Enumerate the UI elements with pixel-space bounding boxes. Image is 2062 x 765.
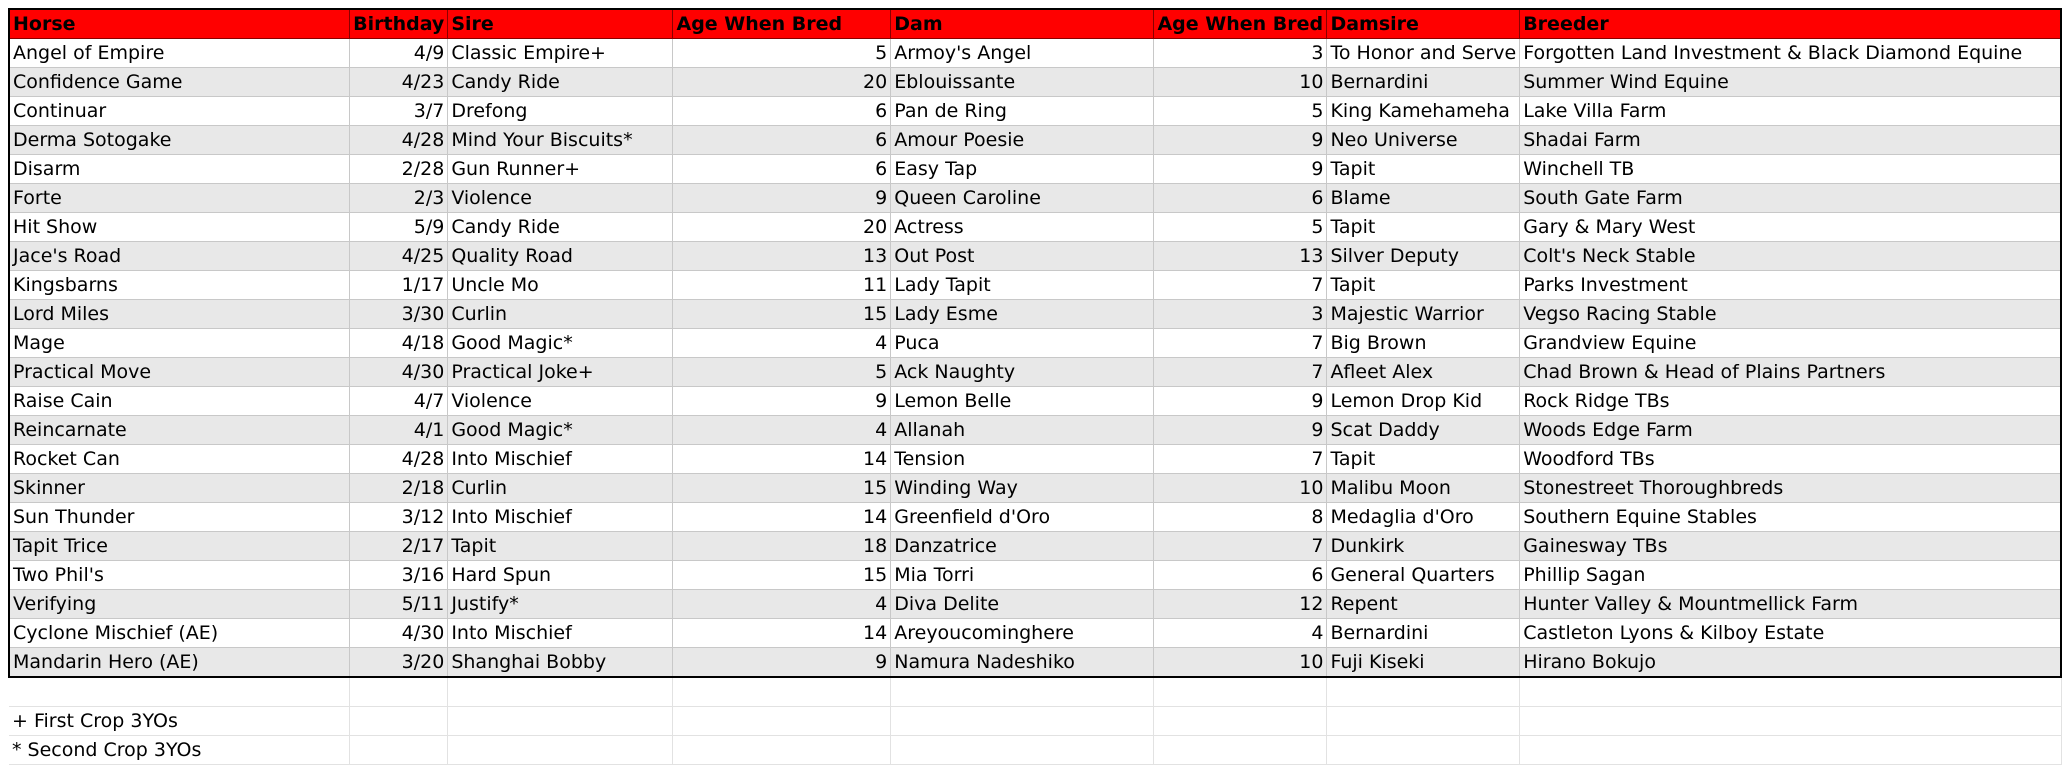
cell-damsire[interactable]: Dunkirk xyxy=(1327,532,1520,561)
cell-breeder[interactable]: Phillip Sagan xyxy=(1520,561,2061,590)
cell-damsire[interactable]: Blame xyxy=(1327,184,1520,213)
cell-damsire[interactable]: Tapit xyxy=(1327,445,1520,474)
cell-damsire[interactable]: General Quarters xyxy=(1327,561,1520,590)
cell-sire-age[interactable]: 15 xyxy=(673,300,891,329)
cell-sire-age[interactable]: 13 xyxy=(673,242,891,271)
cell-birthday[interactable]: 3/30 xyxy=(350,300,448,329)
cell-damsire[interactable]: Bernardini xyxy=(1327,68,1520,97)
cell-sire-age[interactable]: 4 xyxy=(673,416,891,445)
cell-damsire[interactable]: Scat Daddy xyxy=(1327,416,1520,445)
cell-horse[interactable]: Continuar xyxy=(9,97,350,126)
cell-horse[interactable]: Verifying xyxy=(9,590,350,619)
cell-dam[interactable]: Tension xyxy=(891,445,1154,474)
cell-dam[interactable]: Out Post xyxy=(891,242,1154,271)
cell-horse[interactable]: Hit Show xyxy=(9,213,350,242)
cell-sire-age[interactable]: 15 xyxy=(673,474,891,503)
cell-damsire[interactable]: To Honor and Serve xyxy=(1327,39,1520,68)
cell-horse[interactable]: Sun Thunder xyxy=(9,503,350,532)
table-row xyxy=(9,271,2061,300)
cell-breeder[interactable]: Shadai Farm xyxy=(1520,126,2061,155)
cell-dam-age[interactable]: 10 xyxy=(1154,68,1327,97)
cell-horse[interactable]: Rocket Can xyxy=(9,445,350,474)
cell-sire[interactable]: Into Mischief xyxy=(448,619,673,648)
cell-breeder[interactable]: Forgotten Land Investment & Black Diamond Equine xyxy=(1520,39,2061,68)
cell-damsire[interactable]: Tapit xyxy=(1327,271,1520,300)
table-body xyxy=(9,9,2061,765)
table-row xyxy=(9,300,2061,329)
cell-dam[interactable]: Pan de Ring xyxy=(891,97,1154,126)
cell-dam-age[interactable]: 7 xyxy=(1154,532,1327,561)
cell-birthday[interactable]: 1/17 xyxy=(350,271,448,300)
cell-birthday[interactable]: 4/9 xyxy=(350,39,448,68)
cell-dam-age[interactable]: 9 xyxy=(1154,416,1327,445)
cell-sire[interactable]: Candy Ride xyxy=(448,213,673,242)
note-first-crop[interactable]: + First Crop 3YOs xyxy=(9,707,350,736)
cell-dam-age[interactable]: 9 xyxy=(1154,155,1327,184)
cell-sire-age[interactable]: 9 xyxy=(673,648,891,678)
cell-birthday[interactable]: 4/18 xyxy=(350,329,448,358)
header-cell-dam-age[interactable]: Age When Bred xyxy=(1154,9,1327,39)
cell-damsire[interactable]: Malibu Moon xyxy=(1327,474,1520,503)
table-row xyxy=(9,39,2061,68)
cell-breeder[interactable]: Parks Investment xyxy=(1520,271,2061,300)
cell-sire-age[interactable]: 20 xyxy=(673,213,891,242)
cell-breeder[interactable]: Vegso Racing Stable xyxy=(1520,300,2061,329)
cell-sire[interactable]: Into Mischief xyxy=(448,445,673,474)
cell-sire-age[interactable]: 14 xyxy=(673,503,891,532)
header-cell-birthday[interactable]: Birthday xyxy=(350,9,448,39)
empty-cell[interactable] xyxy=(673,707,891,736)
cell-sire[interactable]: Curlin xyxy=(448,300,673,329)
cell-horse[interactable]: Mandarin Hero (AE) xyxy=(9,648,350,678)
note-row xyxy=(9,736,2061,765)
cell-dam-age[interactable]: 7 xyxy=(1154,329,1327,358)
cell-breeder[interactable]: Winchell TB xyxy=(1520,155,2061,184)
cell-birthday[interactable]: 2/18 xyxy=(350,474,448,503)
cell-horse[interactable]: Tapit Trice xyxy=(9,532,350,561)
cell-dam-age[interactable]: 7 xyxy=(1154,271,1327,300)
cell-dam-age[interactable]: 12 xyxy=(1154,590,1327,619)
cell-horse[interactable]: Lord Miles xyxy=(9,300,350,329)
cell-dam-age[interactable]: 8 xyxy=(1154,503,1327,532)
cell-dam-age[interactable]: 10 xyxy=(1154,474,1327,503)
table-row xyxy=(9,155,2061,184)
cell-horse[interactable]: Cyclone Mischief (AE) xyxy=(9,619,350,648)
cell-damsire[interactable]: Bernardini xyxy=(1327,619,1520,648)
table-row xyxy=(9,184,2061,213)
cell-dam[interactable]: Diva Delite xyxy=(891,590,1154,619)
cell-damsire[interactable]: Tapit xyxy=(1327,155,1520,184)
cell-birthday[interactable]: 4/28 xyxy=(350,126,448,155)
cell-breeder[interactable]: Castleton Lyons & Kilboy Estate xyxy=(1520,619,2061,648)
empty-cell[interactable] xyxy=(1327,736,1520,765)
cell-damsire[interactable]: King Kamehameha xyxy=(1327,97,1520,126)
cell-horse[interactable]: Reincarnate xyxy=(9,416,350,445)
cell-sire[interactable]: Curlin xyxy=(448,474,673,503)
cell-sire[interactable]: Practical Joke+ xyxy=(448,358,673,387)
empty-cell[interactable] xyxy=(9,677,350,707)
cell-sire[interactable]: Hard Spun xyxy=(448,561,673,590)
cell-breeder[interactable]: Woodford TBs xyxy=(1520,445,2061,474)
cell-dam[interactable]: Areyoucominghere xyxy=(891,619,1154,648)
cell-dam-age[interactable]: 3 xyxy=(1154,39,1327,68)
cell-dam[interactable]: Greenfield d'Oro xyxy=(891,503,1154,532)
cell-sire[interactable]: Uncle Mo xyxy=(448,271,673,300)
empty-cell[interactable] xyxy=(1520,707,2061,736)
empty-cell[interactable] xyxy=(673,736,891,765)
cell-breeder[interactable]: Woods Edge Farm xyxy=(1520,416,2061,445)
table-row xyxy=(9,358,2061,387)
cell-sire-age[interactable]: 15 xyxy=(673,561,891,590)
cell-sire[interactable]: Drefong xyxy=(448,97,673,126)
cell-breeder[interactable]: Hirano Bokujo xyxy=(1520,648,2061,678)
cell-horse[interactable]: Practical Move xyxy=(9,358,350,387)
cell-sire-age[interactable]: 4 xyxy=(673,329,891,358)
cell-horse[interactable]: Confidence Game xyxy=(9,68,350,97)
empty-cell[interactable] xyxy=(350,677,448,707)
cell-dam-age[interactable]: 9 xyxy=(1154,126,1327,155)
empty-cell[interactable] xyxy=(350,736,448,765)
cell-dam[interactable]: Armoy's Angel xyxy=(891,39,1154,68)
empty-cell[interactable] xyxy=(1520,677,2061,707)
empty-cell[interactable] xyxy=(1154,677,1327,707)
cell-sire-age[interactable]: 11 xyxy=(673,271,891,300)
cell-birthday[interactable]: 4/7 xyxy=(350,387,448,416)
cell-breeder[interactable]: Gary & Mary West xyxy=(1520,213,2061,242)
cell-birthday[interactable]: 3/7 xyxy=(350,97,448,126)
empty-row xyxy=(9,677,2061,707)
cell-birthday[interactable]: 3/16 xyxy=(350,561,448,590)
table-row xyxy=(9,561,2061,590)
empty-cell[interactable] xyxy=(891,736,1154,765)
cell-dam-age[interactable]: 5 xyxy=(1154,97,1327,126)
cell-dam[interactable]: Easy Tap xyxy=(891,155,1154,184)
table-row xyxy=(9,532,2061,561)
cell-sire[interactable]: Into Mischief xyxy=(448,503,673,532)
header-cell-breeder[interactable]: Breeder xyxy=(1520,9,2061,39)
table-row xyxy=(9,97,2061,126)
cell-dam-age[interactable]: 7 xyxy=(1154,358,1327,387)
cell-birthday[interactable]: 4/25 xyxy=(350,242,448,271)
note-row xyxy=(9,707,2061,736)
cell-horse[interactable]: Mage xyxy=(9,329,350,358)
cell-birthday[interactable]: 4/1 xyxy=(350,416,448,445)
empty-cell[interactable] xyxy=(891,677,1154,707)
empty-cell[interactable] xyxy=(1154,736,1327,765)
table-row xyxy=(9,619,2061,648)
cell-birthday[interactable]: 3/20 xyxy=(350,648,448,678)
cell-damsire[interactable]: Neo Universe xyxy=(1327,126,1520,155)
cell-sire[interactable]: Tapit xyxy=(448,532,673,561)
cell-birthday[interactable]: 2/28 xyxy=(350,155,448,184)
cell-horse[interactable]: Two Phil's xyxy=(9,561,350,590)
empty-cell[interactable] xyxy=(891,707,1154,736)
cell-damsire[interactable]: Majestic Warrior xyxy=(1327,300,1520,329)
cell-dam[interactable]: Winding Way xyxy=(891,474,1154,503)
cell-breeder[interactable]: Stonestreet Thoroughbreds xyxy=(1520,474,2061,503)
header-cell-damsire[interactable]: Damsire xyxy=(1327,9,1520,39)
table-row xyxy=(9,68,2061,97)
cell-sire-age[interactable]: 14 xyxy=(673,445,891,474)
empty-cell[interactable] xyxy=(350,707,448,736)
cell-dam-age[interactable]: 6 xyxy=(1154,561,1327,590)
cell-sire[interactable]: Shanghai Bobby xyxy=(448,648,673,678)
cell-breeder[interactable]: Southern Equine Stables xyxy=(1520,503,2061,532)
cell-breeder[interactable]: Chad Brown & Head of Plains Partners xyxy=(1520,358,2061,387)
empty-cell[interactable] xyxy=(1327,677,1520,707)
cell-birthday[interactable]: 2/3 xyxy=(350,184,448,213)
cell-birthday[interactable]: 3/12 xyxy=(350,503,448,532)
cell-dam[interactable]: Namura Nadeshiko xyxy=(891,648,1154,678)
empty-cell[interactable] xyxy=(1520,736,2061,765)
cell-dam-age[interactable]: 9 xyxy=(1154,387,1327,416)
cell-dam[interactable]: Puca xyxy=(891,329,1154,358)
cell-sire-age[interactable]: 5 xyxy=(673,358,891,387)
cell-horse[interactable]: Skinner xyxy=(9,474,350,503)
cell-dam[interactable]: Ack Naughty xyxy=(891,358,1154,387)
cell-sire-age[interactable]: 14 xyxy=(673,619,891,648)
table-row xyxy=(9,329,2061,358)
cell-damsire[interactable]: Afleet Alex xyxy=(1327,358,1520,387)
empty-cell[interactable] xyxy=(448,736,673,765)
table-row xyxy=(9,648,2061,678)
cell-breeder[interactable]: Rock Ridge TBs xyxy=(1520,387,2061,416)
cell-birthday[interactable]: 4/30 xyxy=(350,358,448,387)
cell-sire-age[interactable]: 6 xyxy=(673,97,891,126)
cell-sire[interactable]: Violence xyxy=(448,184,673,213)
cell-dam[interactable]: Lemon Belle xyxy=(891,387,1154,416)
cell-horse[interactable]: Raise Cain xyxy=(9,387,350,416)
cell-breeder[interactable]: Hunter Valley & Mountmellick Farm xyxy=(1520,590,2061,619)
cell-dam[interactable]: Lady Esme xyxy=(891,300,1154,329)
cell-sire[interactable]: Candy Ride xyxy=(448,68,673,97)
cell-sire[interactable]: Quality Road xyxy=(448,242,673,271)
spreadsheet xyxy=(8,8,2062,765)
header-cell-sire[interactable]: Sire xyxy=(448,9,673,39)
cell-dam-age[interactable]: 7 xyxy=(1154,445,1327,474)
cell-sire[interactable]: Violence xyxy=(448,387,673,416)
cell-breeder[interactable]: Gainesway TBs xyxy=(1520,532,2061,561)
table-row xyxy=(9,213,2061,242)
cell-horse[interactable]: Kingsbarns xyxy=(9,271,350,300)
empty-cell[interactable] xyxy=(1327,707,1520,736)
empty-cell[interactable] xyxy=(448,677,673,707)
cell-sire[interactable]: Gun Runner+ xyxy=(448,155,673,184)
cell-sire-age[interactable]: 4 xyxy=(673,590,891,619)
cell-sire-age[interactable]: 6 xyxy=(673,126,891,155)
cell-sire[interactable]: Good Magic* xyxy=(448,416,673,445)
cell-breeder[interactable]: Summer Wind Equine xyxy=(1520,68,2061,97)
cell-dam-age[interactable]: 5 xyxy=(1154,213,1327,242)
cell-dam[interactable]: Mia Torri xyxy=(891,561,1154,590)
cell-birthday[interactable]: 4/30 xyxy=(350,619,448,648)
cell-birthday[interactable]: 5/9 xyxy=(350,213,448,242)
cell-birthday[interactable]: 4/28 xyxy=(350,445,448,474)
header-cell-dam[interactable]: Dam xyxy=(891,9,1154,39)
cell-horse[interactable]: Forte xyxy=(9,184,350,213)
cell-sire-age[interactable]: 5 xyxy=(673,39,891,68)
cell-damsire[interactable]: Lemon Drop Kid xyxy=(1327,387,1520,416)
cell-damsire[interactable]: Repent xyxy=(1327,590,1520,619)
cell-sire-age[interactable]: 9 xyxy=(673,184,891,213)
cell-breeder[interactable]: Lake Villa Farm xyxy=(1520,97,2061,126)
cell-sire[interactable]: Justify* xyxy=(448,590,673,619)
table-row xyxy=(9,387,2061,416)
cell-dam[interactable]: Eblouissante xyxy=(891,68,1154,97)
note-second-crop[interactable]: * Second Crop 3YOs xyxy=(9,736,350,765)
cell-sire-age[interactable]: 6 xyxy=(673,155,891,184)
cell-sire-age[interactable]: 18 xyxy=(673,532,891,561)
empty-cell[interactable] xyxy=(673,677,891,707)
cell-dam-age[interactable]: 3 xyxy=(1154,300,1327,329)
cell-horse[interactable]: Disarm xyxy=(9,155,350,184)
table-row xyxy=(9,474,2061,503)
cell-horse[interactable]: Jace's Road xyxy=(9,242,350,271)
cell-dam[interactable]: Lady Tapit xyxy=(891,271,1154,300)
cell-damsire[interactable]: Fuji Kiseki xyxy=(1327,648,1520,678)
header-row xyxy=(9,9,2061,39)
horse-table xyxy=(8,8,2062,765)
cell-dam-age[interactable]: 4 xyxy=(1154,619,1327,648)
table-row xyxy=(9,242,2061,271)
cell-dam[interactable]: Allanah xyxy=(891,416,1154,445)
cell-dam-age[interactable]: 10 xyxy=(1154,648,1327,678)
cell-damsire[interactable]: Medaglia d'Oro xyxy=(1327,503,1520,532)
cell-dam-age[interactable]: 13 xyxy=(1154,242,1327,271)
table-row xyxy=(9,126,2061,155)
cell-breeder[interactable]: Colt's Neck Stable xyxy=(1520,242,2061,271)
cell-damsire[interactable]: Big Brown xyxy=(1327,329,1520,358)
cell-breeder[interactable]: South Gate Farm xyxy=(1520,184,2061,213)
cell-birthday[interactable]: 5/11 xyxy=(350,590,448,619)
cell-damsire[interactable]: Silver Deputy xyxy=(1327,242,1520,271)
cell-sire-age[interactable]: 9 xyxy=(673,387,891,416)
empty-cell[interactable] xyxy=(448,707,673,736)
empty-cell[interactable] xyxy=(1154,707,1327,736)
cell-horse[interactable]: Angel of Empire xyxy=(9,39,350,68)
cell-dam[interactable]: Actress xyxy=(891,213,1154,242)
cell-sire[interactable]: Mind Your Biscuits* xyxy=(448,126,673,155)
header-cell-horse[interactable]: Horse xyxy=(9,9,350,39)
cell-sire-age[interactable]: 20 xyxy=(673,68,891,97)
table-row xyxy=(9,445,2061,474)
cell-sire[interactable]: Good Magic* xyxy=(448,329,673,358)
cell-birthday[interactable]: 2/17 xyxy=(350,532,448,561)
cell-dam[interactable]: Amour Poesie xyxy=(891,126,1154,155)
cell-dam[interactable]: Queen Caroline xyxy=(891,184,1154,213)
table-row xyxy=(9,590,2061,619)
cell-sire[interactable]: Classic Empire+ xyxy=(448,39,673,68)
cell-breeder[interactable]: Grandview Equine xyxy=(1520,329,2061,358)
cell-dam-age[interactable]: 6 xyxy=(1154,184,1327,213)
table-row xyxy=(9,416,2061,445)
cell-dam[interactable]: Danzatrice xyxy=(891,532,1154,561)
table-row xyxy=(9,503,2061,532)
cell-damsire[interactable]: Tapit xyxy=(1327,213,1520,242)
cell-horse[interactable]: Derma Sotogake xyxy=(9,126,350,155)
cell-birthday[interactable]: 4/23 xyxy=(350,68,448,97)
header-cell-sire-age[interactable]: Age When Bred xyxy=(673,9,891,39)
